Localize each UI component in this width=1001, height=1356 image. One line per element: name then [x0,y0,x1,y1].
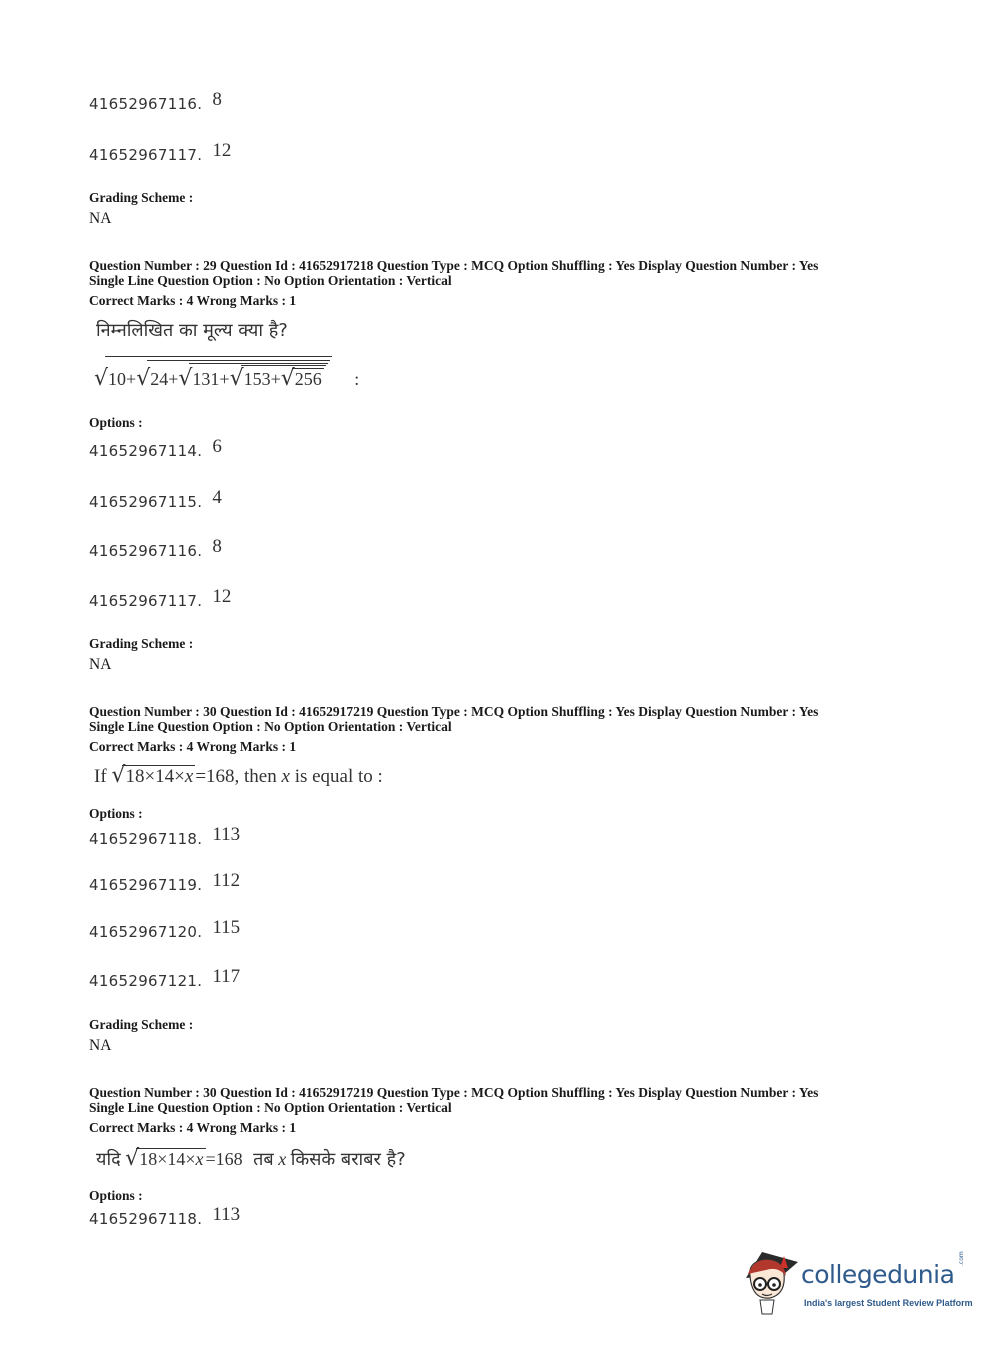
question-header: Question Number : 30 Question Id : 41652917219 Question Type : MCQ Option Shuffling : Yes Display Question Number : Yes [89,1085,819,1100]
option-id: 41652967118. [89,830,203,848]
option-row [89,89,222,115]
radical-sign: √ [136,366,151,391]
option-row [89,1204,241,1230]
term: 131+ [192,369,230,389]
option-row [89,536,222,562]
question-marks: Correct Marks : 4 Wrong Marks : 1 [89,739,297,754]
question-header-line2: Single Line Question Option : No Option Orientation : Vertical [89,719,452,734]
radicand-1 [105,356,332,391]
option-row [89,140,232,166]
mascot-icon [740,1248,802,1318]
option-id: 41652967116. [89,95,203,113]
text: यदि [96,1149,121,1170]
grading-value: NA [89,656,112,673]
radical-sign: √ [280,366,295,391]
text: is equal to : [294,766,383,787]
option-value: 6 [212,436,222,457]
option-id: 41652967116. [89,542,203,560]
option-value: 117 [212,966,241,987]
options-label: Options : [89,415,143,430]
radical-sign: √ [125,1146,140,1171]
option-id: 41652967115. [89,493,203,511]
term: 10+ [108,369,137,389]
option-value: 113 [212,824,241,845]
radicand [122,765,195,788]
question-header-line2: Single Line Question Option : No Option Orientation : Vertical [89,1100,452,1115]
option-row [89,824,241,850]
collegedunia-logo [740,1248,973,1320]
term: 18×14× [139,1149,196,1169]
question-text-hindi: निम्नलिखित का मूल्य क्या है? [96,320,288,341]
option-value: 12 [212,586,232,607]
variable: x [278,1149,287,1169]
radical-sign: √ [229,366,244,391]
option-value: 12 [212,140,232,161]
radicand-4 [241,365,326,391]
option-id: 41652967121. [89,972,203,990]
option-value: 115 [212,917,241,938]
radicand-3 [189,363,327,391]
term: 18×14× [125,766,185,787]
radical-sign: √ [178,366,193,391]
nested-radical-expression [94,356,359,391]
grading-value: NA [89,1037,112,1054]
term: 24+ [150,369,179,389]
text: किसके बराबर है? [290,1149,406,1170]
options-label: Options : [89,1188,143,1203]
option-row [89,917,241,943]
option-row [89,870,241,896]
question-text [94,763,383,788]
logo-wordmark: collegedunia [801,1260,955,1289]
option-id: 41652967117. [89,592,203,610]
variable: x [195,1149,204,1169]
radicand-2 [147,360,330,391]
term: 256 [294,369,322,389]
grading-value: NA [89,210,112,227]
grading-label: Grading Scheme : [89,190,194,205]
radical-sign: √ [111,763,126,788]
logo-tagline: India's largest Student Review Platform [804,1298,973,1308]
grading-label: Grading Scheme : [89,1017,194,1032]
option-id: 41652967114. [89,442,203,460]
option-row [89,487,222,513]
radicand [136,1148,205,1170]
variable: x [281,766,290,787]
grading-label: Grading Scheme : [89,636,194,651]
option-id: 41652967117. [89,146,203,164]
option-row [89,586,232,612]
question-text-hindi [96,1146,406,1171]
logo-com: .com [958,1251,965,1266]
question-header: Question Number : 29 Question Id : 41652917218 Question Type : MCQ Option Shuffling : Yes Display Question Number : Yes [89,258,819,273]
option-value: 8 [212,89,222,110]
option-value: 113 [212,1204,241,1225]
radicand-5 [292,368,324,390]
variable: x [184,766,194,787]
question-header-line2: Single Line Question Option : No Option Orientation : Vertical [89,273,452,288]
text: =168 [205,1149,243,1169]
text: तब [253,1149,274,1170]
option-value: 8 [212,536,222,557]
question-marks: Correct Marks : 4 Wrong Marks : 1 [89,1120,297,1135]
option-id: 41652967118. [89,1210,203,1228]
option-id: 41652967119. [89,876,203,894]
option-value: 4 [212,487,222,508]
options-label: Options : [89,806,143,821]
question-header: Question Number : 30 Question Id : 41652917219 Question Type : MCQ Option Shuffling : Yes Display Question Number : Yes [89,704,819,719]
question-marks: Correct Marks : 4 Wrong Marks : 1 [89,293,297,308]
option-row [89,436,222,462]
radical-sign: √ [94,366,109,391]
option-row [89,966,241,992]
colon: : [354,369,360,389]
term: 153+ [243,369,281,389]
option-value: 112 [212,870,241,891]
text: =168, then [195,766,277,787]
text: If [94,766,107,787]
option-id: 41652967120. [89,923,203,941]
